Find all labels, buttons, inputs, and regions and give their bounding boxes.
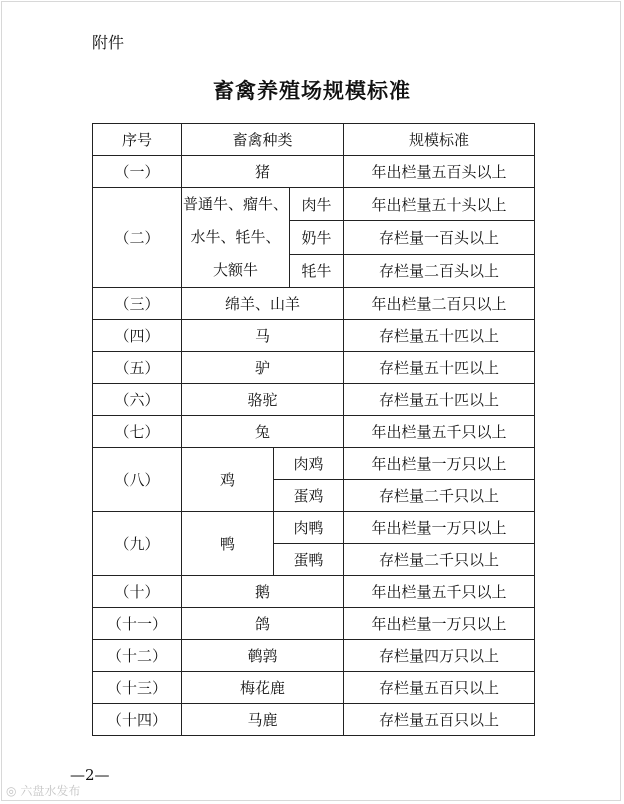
row-species: 鸽	[182, 608, 344, 640]
row-seq: （十四）	[93, 704, 182, 736]
row-seq: （六）	[93, 384, 182, 416]
header-seq: 序号	[93, 124, 182, 156]
row-subtype: 肉牛	[290, 188, 344, 221]
row-seq: （九）	[93, 512, 182, 576]
row-seq: （一）	[93, 156, 182, 188]
row-standard: 年出栏量五千只以上	[344, 576, 535, 608]
row-standard: 年出栏量五千只以上	[344, 416, 535, 448]
row-species: 鹌鹑	[182, 640, 344, 672]
row-seq: （八）	[93, 448, 182, 512]
row-species: 鸭	[182, 512, 274, 576]
row-species: 绵羊、山羊	[182, 288, 344, 320]
header-standard: 规模标准	[344, 124, 535, 156]
row-subtype: 肉鸭	[274, 512, 344, 544]
row-species: 驴	[182, 352, 344, 384]
row-standard: 存栏量五十匹以上	[344, 320, 535, 352]
row-seq: （十二）	[93, 640, 182, 672]
row-standard: 存栏量五百只以上	[344, 704, 535, 736]
attachment-label: 附件	[92, 33, 125, 52]
row-standard: 存栏量四万只以上	[344, 640, 535, 672]
row-species: 鸡	[182, 448, 274, 512]
watermark	[6, 782, 80, 799]
table-row	[93, 416, 535, 448]
row-seq: （三）	[93, 288, 182, 320]
row-standard: 存栏量二千只以上	[344, 544, 535, 576]
header-species: 畜禽种类	[182, 124, 344, 156]
table-row	[93, 448, 535, 480]
row-species: 马鹿	[182, 704, 344, 736]
table-row	[93, 704, 535, 736]
row-seq: （十一）	[93, 608, 182, 640]
row-standard: 存栏量五百只以上	[344, 672, 535, 704]
row-seq: （十）	[93, 576, 182, 608]
row-subtype: 肉鸡	[274, 448, 344, 480]
table-row	[93, 352, 535, 384]
page-number: —2—	[70, 766, 110, 784]
table-row	[93, 320, 535, 352]
row-species: 梅花鹿	[182, 672, 344, 704]
document-title: 畜禽养殖场规模标准	[213, 78, 411, 103]
table-row	[93, 640, 535, 672]
table-row	[93, 188, 535, 221]
table-row	[93, 512, 535, 544]
row-species: 猪	[182, 156, 344, 188]
row-standard: 存栏量二百头以上	[344, 254, 535, 287]
row-species: 马	[182, 320, 344, 352]
row-subtype: 牦牛	[290, 254, 344, 287]
table-row	[93, 576, 535, 608]
table-row	[93, 288, 535, 320]
row-standard: 存栏量二千只以上	[344, 480, 535, 512]
row-seq: （二）	[93, 188, 182, 288]
row-standard: 年出栏量一万只以上	[344, 608, 535, 640]
watermark-text: 六盘水发布	[20, 784, 81, 798]
row-species: 兔	[182, 416, 344, 448]
row-species: 骆驼	[182, 384, 344, 416]
row-standard: 年出栏量五十头以上	[344, 188, 535, 221]
row-standard: 年出栏量五百头以上	[344, 156, 535, 188]
table-row	[93, 156, 535, 188]
row-standard: 存栏量五十匹以上	[344, 352, 535, 384]
row-standard: 年出栏量二百只以上	[344, 288, 535, 320]
row-standard: 存栏量五十匹以上	[344, 384, 535, 416]
cattle-group-line: 水牛、牦牛、	[190, 228, 281, 246]
row-species: 鹅	[182, 576, 344, 608]
table-row	[93, 608, 535, 640]
cattle-group-line: 普通牛、瘤牛、	[182, 195, 288, 213]
weibo-logo-icon: ◎	[6, 784, 17, 798]
row-seq: （四）	[93, 320, 182, 352]
cattle-group-line: 大额牛	[212, 261, 258, 279]
row-subtype: 奶牛	[290, 221, 344, 254]
row-seq: （十三）	[93, 672, 182, 704]
row-standard: 年出栏量一万只以上	[344, 448, 535, 480]
row-seq: （七）	[93, 416, 182, 448]
standards-table	[92, 123, 535, 736]
table-row	[93, 384, 535, 416]
table-row	[93, 672, 535, 704]
table-header-row	[93, 124, 535, 156]
row-seq: （五）	[93, 352, 182, 384]
row-standard: 年出栏量一万只以上	[344, 512, 535, 544]
row-standard: 存栏量一百头以上	[344, 221, 535, 254]
cattle-species-group	[182, 188, 290, 288]
row-subtype: 蛋鸭	[274, 544, 344, 576]
row-subtype: 蛋鸡	[274, 480, 344, 512]
